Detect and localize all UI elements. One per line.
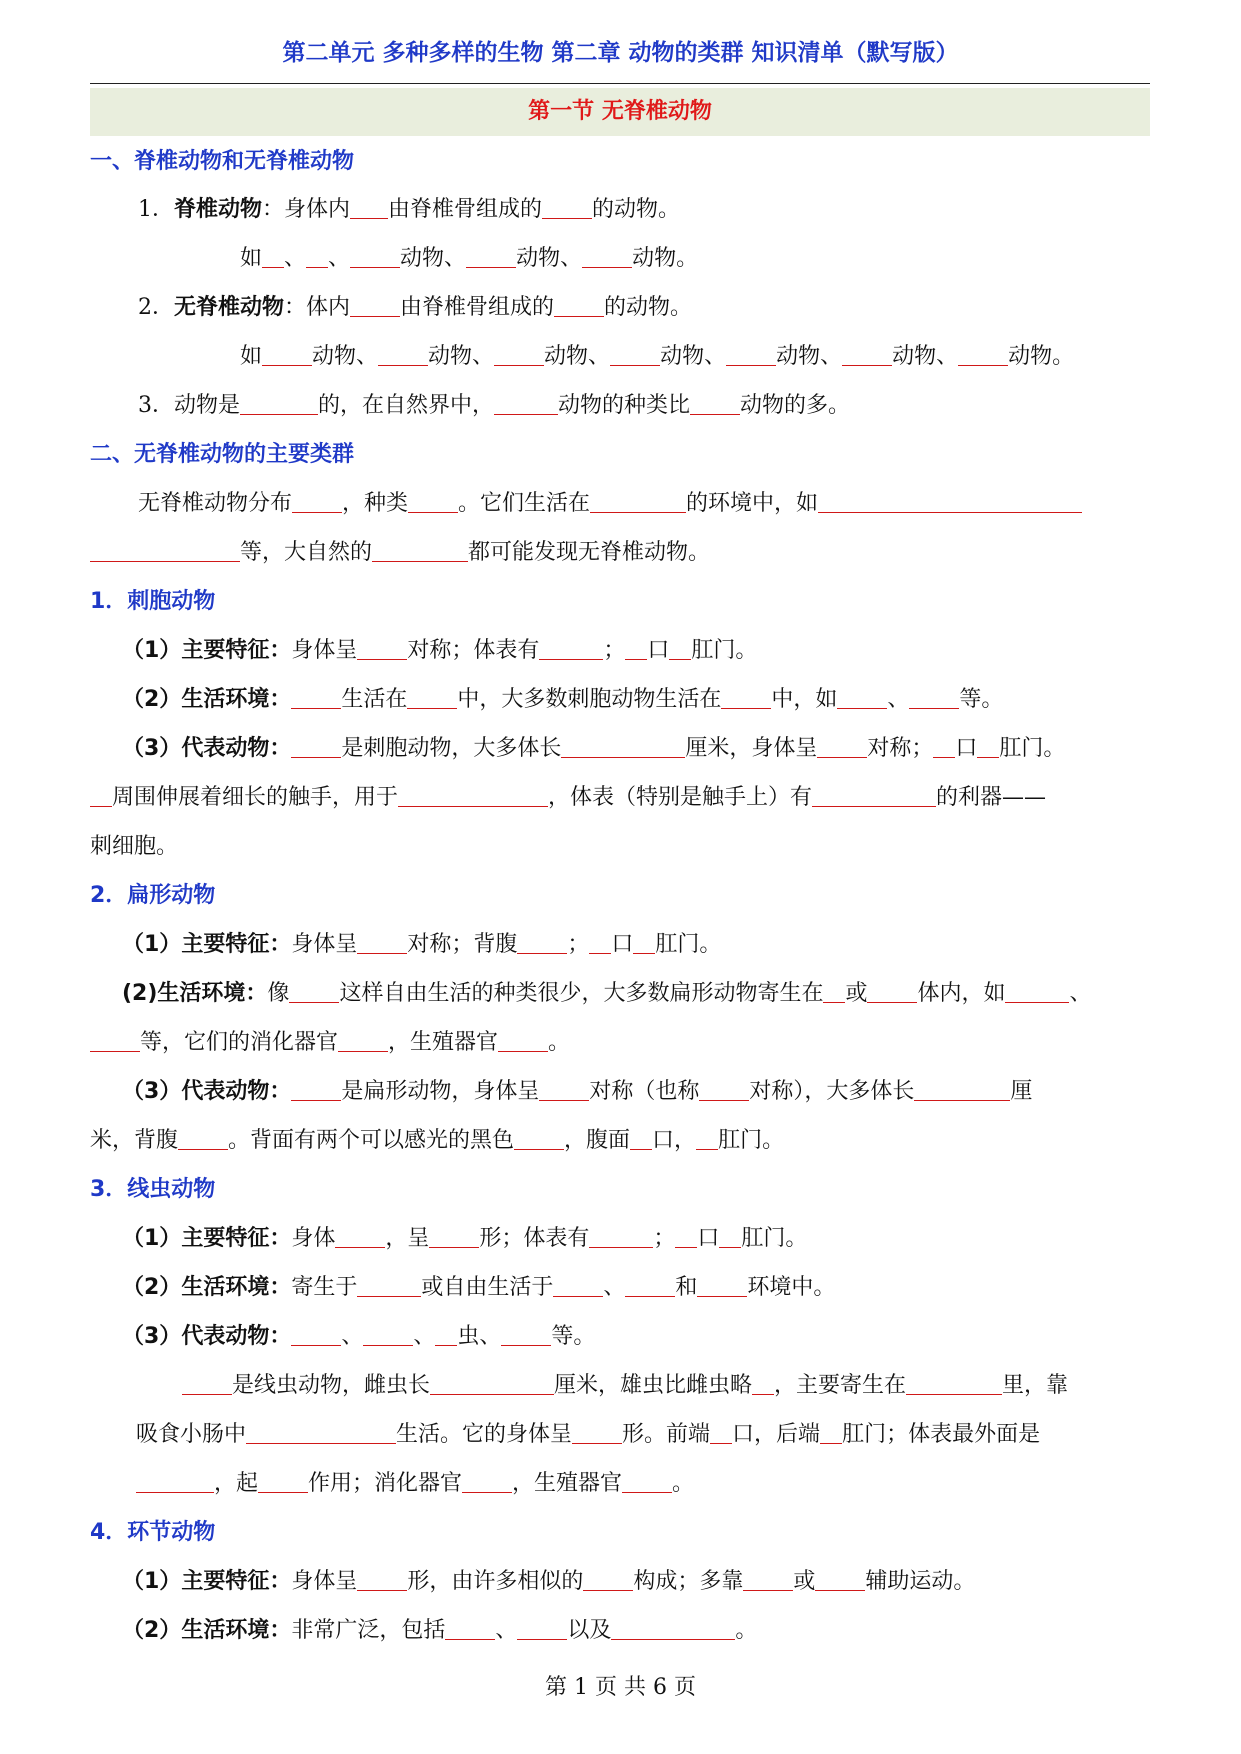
text: 如 (240, 344, 263, 369)
part1-line1 (138, 195, 680, 225)
group3-line5 (136, 1420, 1040, 1450)
term-invertebrate: 无脊椎动物 (174, 295, 285, 320)
text: 动物。 (632, 246, 699, 271)
blank[interactable] (554, 294, 604, 317)
item-number: 2． (138, 295, 174, 320)
text: 或 (845, 981, 868, 1006)
blank[interactable] (408, 490, 458, 513)
term-label: 代表动物： (181, 1324, 292, 1349)
group4-line2 (122, 1616, 757, 1646)
blank[interactable] (958, 343, 1008, 366)
text: 。它们生活在 (458, 491, 591, 516)
blank[interactable] (817, 735, 867, 758)
blank[interactable] (906, 1372, 1002, 1395)
item-number: （1） (122, 932, 182, 957)
term-label: 生活环境： (181, 1618, 292, 1643)
group1-line3 (122, 734, 1065, 764)
text: 里，靠 (1002, 1373, 1069, 1398)
text: 以及 (567, 1618, 612, 1643)
text: 动物、 (428, 344, 495, 369)
text: 、 (328, 246, 351, 271)
blank[interactable] (262, 245, 284, 268)
text: 寄生于 (291, 1275, 358, 1300)
blank[interactable] (357, 1274, 421, 1297)
blank[interactable] (430, 1372, 554, 1395)
blank[interactable] (372, 539, 468, 562)
text: 动物、 (312, 344, 379, 369)
text: 等，大自然的 (240, 540, 373, 565)
blank[interactable] (633, 931, 655, 954)
blank[interactable] (696, 1127, 718, 1150)
text: 厘米，身体呈 (685, 736, 818, 761)
blank[interactable] (407, 686, 457, 709)
text: 动物、 (660, 344, 727, 369)
blank[interactable] (90, 784, 112, 807)
blank[interactable] (357, 931, 407, 954)
blank[interactable] (291, 1078, 341, 1101)
text: 的环境中，如 (686, 491, 819, 516)
blank[interactable] (590, 490, 686, 513)
text: 肛门。 (718, 1128, 785, 1153)
text: 3．动物是 (138, 393, 240, 418)
text: 等。 (959, 687, 1004, 712)
term-vertebrate: 脊椎动物 (174, 197, 263, 222)
blank[interactable] (338, 1029, 388, 1052)
blank[interactable] (466, 245, 516, 268)
text: 形；体表有 (479, 1226, 590, 1251)
blank[interactable] (258, 1470, 308, 1493)
item-number: （2） (122, 1275, 182, 1300)
blank[interactable] (582, 245, 632, 268)
text: 。背面有两个可以感光的黑色 (228, 1128, 515, 1153)
text: 体内，如 (917, 981, 1006, 1006)
text: ，生殖器官 (388, 1030, 499, 1055)
text: 肛门。 (741, 1226, 808, 1251)
text: 等，它们的消化器官 (140, 1030, 339, 1055)
blank[interactable] (246, 1421, 396, 1444)
text: 肛门。 (999, 736, 1066, 761)
term-label: 生活环境： (181, 687, 292, 712)
text: 生活。它的身体呈 (396, 1422, 573, 1447)
text: 对称（也称 (589, 1079, 700, 1104)
text: ，体表（特别是触手上）有 (548, 785, 813, 810)
blank[interactable] (501, 1323, 551, 1346)
blank[interactable] (517, 1617, 567, 1640)
item-number: （2） (122, 687, 182, 712)
blank[interactable] (933, 735, 955, 758)
text: 这样自由生活的种类很少，大多数扁形动物寄生在 (339, 981, 824, 1006)
blank[interactable] (429, 1225, 479, 1248)
text: 肛门；体表最外面是 (842, 1422, 1041, 1447)
blank[interactable] (699, 1078, 749, 1101)
blank[interactable] (622, 1470, 672, 1493)
text: 或自由生活于 (421, 1275, 554, 1300)
blank[interactable] (498, 1029, 548, 1052)
text: ； (603, 638, 626, 663)
text: 是线虫动物，雌虫长 (232, 1373, 431, 1398)
text: 动物、 (544, 344, 611, 369)
text: 。 (672, 1471, 695, 1496)
text: 肛门。 (655, 932, 722, 957)
group2-line3 (90, 1028, 570, 1058)
blank[interactable] (517, 931, 567, 954)
blank[interactable] (462, 1470, 512, 1493)
text: 口 (955, 736, 978, 761)
part1-heading: 一、脊椎动物和无脊椎动物 (90, 149, 355, 174)
text: ，生殖器官 (512, 1471, 623, 1496)
text: 、 (1069, 981, 1092, 1006)
text: ，腹面 (564, 1128, 631, 1153)
item-number: （3） (122, 736, 182, 761)
blank[interactable] (823, 980, 845, 1003)
item-number: （1） (122, 1226, 182, 1251)
blank[interactable] (357, 637, 407, 660)
blank[interactable] (357, 1568, 407, 1591)
text: 动物的多。 (740, 393, 851, 418)
blank[interactable] (697, 1274, 747, 1297)
blank[interactable] (291, 686, 341, 709)
text: 、 (341, 1324, 364, 1349)
text: 的动物。 (592, 197, 681, 222)
blank[interactable] (350, 294, 400, 317)
term-label: 主要特征： (181, 1569, 292, 1594)
text: 中，如 (771, 687, 838, 712)
blank[interactable] (977, 735, 999, 758)
text: 像 (267, 981, 290, 1006)
text: 厘米，雄虫比雌虫略 (554, 1373, 753, 1398)
text: 口， (652, 1128, 697, 1153)
group4-line1 (122, 1567, 975, 1597)
blank[interactable] (710, 1421, 732, 1444)
blank[interactable] (435, 1323, 457, 1346)
blank[interactable] (306, 245, 328, 268)
blank[interactable] (690, 392, 740, 415)
group3-line1 (122, 1224, 807, 1254)
blank[interactable] (539, 1078, 589, 1101)
text: 环境中。 (747, 1275, 836, 1300)
text: 。 (735, 1618, 758, 1643)
blank[interactable] (378, 343, 428, 366)
blank[interactable] (625, 1274, 675, 1297)
group2-heading: 2．扁形动物 (90, 883, 216, 908)
blank[interactable] (630, 1127, 652, 1150)
blank[interactable] (589, 1225, 653, 1248)
group3-line4 (182, 1371, 1068, 1401)
blank[interactable] (818, 490, 1082, 513)
text: ，种类 (342, 491, 409, 516)
text: 无脊椎动物分布 (138, 491, 293, 516)
text: 动物。 (1008, 344, 1075, 369)
group2-line5 (90, 1126, 784, 1156)
text: 都可能发现无脊椎动物。 (468, 540, 711, 565)
blank[interactable] (291, 1323, 341, 1346)
blank[interactable] (610, 343, 660, 366)
text: 周围伸展着细长的触手，用于 (112, 785, 399, 810)
text: 对称；体表有 (407, 638, 540, 663)
blank[interactable] (1005, 980, 1069, 1003)
blank[interactable] (726, 343, 776, 366)
blank[interactable] (182, 1372, 232, 1395)
text: 、 (887, 687, 910, 712)
text: 身体 (291, 1226, 336, 1251)
text: 动物、 (776, 344, 843, 369)
blank[interactable] (842, 343, 892, 366)
text: 对称；背腹 (407, 932, 518, 957)
blank[interactable] (611, 1617, 735, 1640)
text: 和 (675, 1275, 698, 1300)
blank[interactable] (867, 980, 917, 1003)
blank[interactable] (572, 1421, 622, 1444)
blank[interactable] (292, 490, 342, 513)
term-label: 代表动物： (181, 736, 292, 761)
part1-line4 (240, 342, 1074, 372)
blank[interactable] (752, 1372, 774, 1395)
text: 吸食小肠中 (136, 1422, 247, 1447)
blank[interactable] (669, 637, 691, 660)
item-number: （3） (122, 1324, 182, 1349)
blank[interactable] (820, 1421, 842, 1444)
blank[interactable] (136, 1470, 214, 1493)
section-title: 第一节 无脊椎动物 (90, 88, 1150, 136)
page-footer: 第 1 页 共 6 页 (545, 1675, 696, 1700)
blank[interactable] (837, 686, 887, 709)
text: 身体呈 (291, 638, 358, 663)
group3-heading: 3．线虫动物 (90, 1177, 216, 1202)
blank[interactable] (719, 1225, 741, 1248)
blank[interactable] (398, 784, 548, 807)
blank[interactable] (812, 784, 936, 807)
item-number: （1） (122, 638, 182, 663)
blank[interactable] (494, 392, 558, 415)
blank[interactable] (262, 343, 312, 366)
blank[interactable] (445, 1617, 495, 1640)
group1-line1 (122, 636, 757, 666)
part1-line3 (138, 293, 692, 323)
blank[interactable] (625, 637, 647, 660)
group3-line3 (122, 1322, 595, 1352)
text: 作用；消化器官 (308, 1471, 463, 1496)
blank[interactable] (363, 1323, 413, 1346)
text: 动物、 (516, 246, 583, 271)
text: 口 (697, 1226, 720, 1251)
group3-line6 (136, 1469, 694, 1499)
text: ：体内 (284, 295, 351, 320)
blank[interactable] (815, 1568, 865, 1591)
blank[interactable] (909, 686, 959, 709)
blank[interactable] (675, 1225, 697, 1248)
text: 、 (495, 1618, 518, 1643)
part2-line2 (90, 538, 710, 568)
text: 对称），大多体长 (749, 1079, 915, 1104)
item-number: （3） (122, 1079, 182, 1104)
blank[interactable] (583, 1568, 633, 1591)
blank[interactable] (542, 196, 592, 219)
text: 动物、 (892, 344, 959, 369)
blank[interactable] (350, 196, 388, 219)
text: 中，大多数刺胞动物生活在 (457, 687, 722, 712)
text: 如 (240, 246, 263, 271)
term-label: 主要特征： (181, 932, 292, 957)
text: ； (567, 932, 590, 957)
term-label: (2)生活环境： (122, 981, 268, 1006)
blank[interactable] (589, 931, 611, 954)
text: ，呈 (385, 1226, 430, 1251)
term-label: 主要特征： (181, 638, 292, 663)
part1-line2 (240, 244, 698, 274)
text: 的动物。 (604, 295, 693, 320)
text: 形，由许多相似的 (407, 1569, 584, 1594)
text: 、 (284, 246, 307, 271)
text: 身体呈 (291, 1569, 358, 1594)
blank[interactable] (335, 1225, 385, 1248)
term-label: 代表动物： (181, 1079, 292, 1104)
blank[interactable] (721, 686, 771, 709)
text: 由脊椎骨组成的 (388, 197, 543, 222)
text: 非常广泛，包括 (291, 1618, 446, 1643)
item-number: （1） (122, 1569, 182, 1594)
text: ，起 (214, 1471, 259, 1496)
text: 生活在 (341, 687, 408, 712)
page-header-title: 第二单元 多种多样的生物 第二章 动物的类群 知识清单（默写版） (282, 40, 959, 66)
text: 的利器—— (936, 785, 1047, 810)
text: 、 (603, 1275, 626, 1300)
text: 对称； (867, 736, 934, 761)
text: 。 (548, 1030, 571, 1055)
blank[interactable] (240, 392, 318, 415)
text: 是刺胞动物，大多体长 (341, 736, 562, 761)
group2-line1 (122, 930, 721, 960)
text: 口 (647, 638, 670, 663)
blank[interactable] (90, 1029, 140, 1052)
blank[interactable] (539, 637, 603, 660)
text: 动物的种类比 (558, 393, 691, 418)
text: 、 (413, 1324, 436, 1349)
group2-line4 (122, 1077, 1032, 1107)
text: 是扁形动物，身体呈 (341, 1079, 540, 1104)
group1-line5: 刺细胞。 (90, 834, 179, 859)
blank[interactable] (743, 1568, 793, 1591)
text: 口，后端 (732, 1422, 821, 1447)
blank[interactable] (289, 980, 339, 1003)
text: 辅助运动。 (865, 1569, 976, 1594)
text: 虫、 (457, 1324, 502, 1349)
text: 动物、 (400, 246, 467, 271)
blank[interactable] (178, 1127, 228, 1150)
blank[interactable] (561, 735, 685, 758)
group1-line2 (122, 685, 1003, 715)
group1-heading: 1．刺胞动物 (90, 589, 216, 614)
text: 米，背腹 (90, 1128, 179, 1153)
text: 构成；多靠 (633, 1569, 744, 1594)
part2-heading: 二、无脊椎动物的主要类群 (90, 442, 355, 467)
group4-heading: 4．环节动物 (90, 1520, 216, 1545)
item-number: 1． (138, 197, 174, 222)
group1-line4 (90, 783, 1046, 813)
blank[interactable] (494, 343, 544, 366)
term-label: 生活环境： (181, 1275, 292, 1300)
text: ：身体内 (262, 197, 351, 222)
text: 身体呈 (291, 932, 358, 957)
text: 由脊椎骨组成的 (400, 295, 555, 320)
group3-line2 (122, 1273, 835, 1303)
header-divider (90, 83, 1150, 84)
part2-line1 (138, 489, 1082, 519)
term-label: 主要特征： (181, 1226, 292, 1251)
blank[interactable] (291, 735, 341, 758)
item-number: （2） (122, 1618, 182, 1643)
text: ； (653, 1226, 676, 1251)
part1-line5 (138, 391, 850, 421)
blank[interactable] (553, 1274, 603, 1297)
text: 口 (611, 932, 634, 957)
blank[interactable] (514, 1127, 564, 1150)
group2-line2 (122, 979, 1092, 1009)
text: 肛门。 (691, 638, 758, 663)
blank[interactable] (914, 1078, 1010, 1101)
blank[interactable] (90, 539, 240, 562)
blank[interactable] (350, 245, 400, 268)
text: 厘 (1010, 1079, 1033, 1104)
text: 或 (793, 1569, 816, 1594)
text: 形。前端 (622, 1422, 711, 1447)
text: ，主要寄生在 (774, 1373, 907, 1398)
text: 的，在自然界中， (318, 393, 495, 418)
text: 等。 (551, 1324, 596, 1349)
